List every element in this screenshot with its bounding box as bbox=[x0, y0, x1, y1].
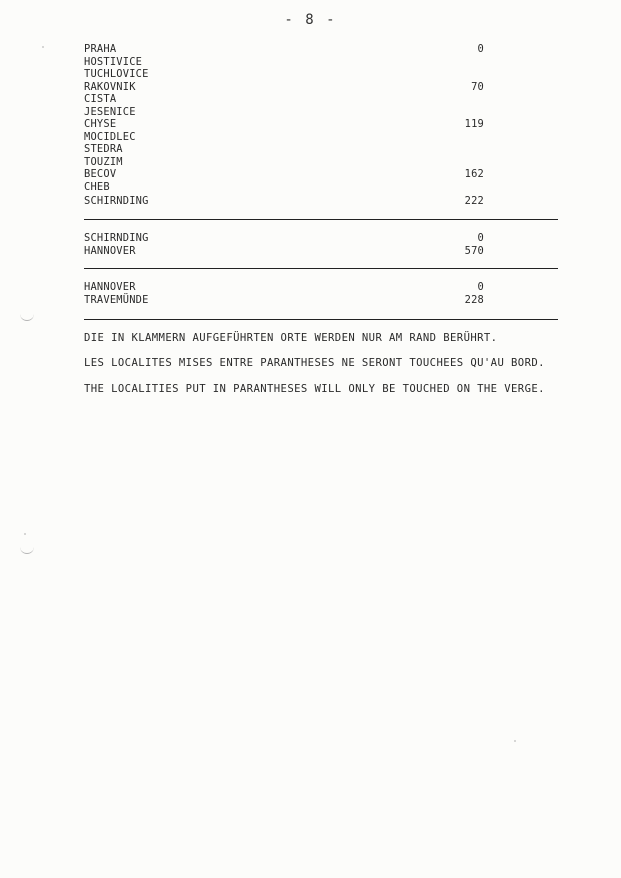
note-english: THE LOCALITIES PUT IN PARANTHESES WILL ONLY BE TOUCHED ON THE VERGE. bbox=[84, 383, 545, 395]
distance-value: 222 bbox=[464, 195, 484, 207]
route-row bbox=[84, 168, 484, 181]
route-row bbox=[84, 68, 484, 81]
route-row bbox=[84, 106, 484, 119]
route-row bbox=[84, 281, 484, 294]
distance-value: 119 bbox=[464, 118, 484, 130]
place-name: PRAHA bbox=[84, 43, 117, 55]
distance-value: 228 bbox=[464, 294, 484, 306]
place-name: TRAVEMÜNDE bbox=[84, 294, 149, 306]
place-name: SCHIRNDING bbox=[84, 195, 149, 207]
place-name: BECOV bbox=[84, 168, 117, 180]
distance-value: 570 bbox=[464, 245, 484, 257]
punch-hole-mark bbox=[20, 545, 34, 554]
section-divider bbox=[84, 268, 558, 269]
route-row bbox=[84, 245, 484, 258]
scan-speck bbox=[24, 533, 26, 535]
place-name: TUCHLOVICE bbox=[84, 68, 149, 80]
route-row bbox=[84, 294, 484, 307]
note-german: DIE IN KLAMMERN AUFGEFÜHRTEN ORTE WERDEN NUR AM RAND BERÜHRT. bbox=[84, 332, 498, 344]
place-name: HANNOVER bbox=[84, 245, 136, 257]
place-name: HANNOVER bbox=[84, 281, 136, 293]
place-name: CHYSE bbox=[84, 118, 117, 130]
route-row bbox=[84, 156, 484, 169]
distance-value: 0 bbox=[477, 43, 484, 55]
section-divider bbox=[84, 219, 558, 220]
route-row bbox=[84, 43, 484, 56]
place-name: HOSTIVICE bbox=[84, 55, 143, 68]
route-row bbox=[84, 56, 484, 69]
route-row bbox=[84, 143, 484, 156]
place-name: TOUZIM bbox=[84, 155, 123, 168]
place-name: JESENICE bbox=[84, 105, 136, 118]
place-name: MOCIDLEC bbox=[84, 130, 136, 143]
scan-speck bbox=[42, 46, 44, 48]
place-name: RAKOVNIK bbox=[84, 80, 136, 93]
note-french: LES LOCALITES MISES ENTRE PARANTHESES NE SERONT TOUCHEES QU'AU BORD. bbox=[84, 357, 545, 369]
place-name: CISTA bbox=[84, 93, 117, 105]
route-row bbox=[84, 81, 484, 94]
place-name: STEDRA bbox=[84, 143, 123, 155]
distance-value: 0 bbox=[477, 232, 484, 244]
page-number: - 8 - bbox=[284, 12, 337, 28]
scan-speck bbox=[514, 740, 516, 742]
route-row bbox=[84, 131, 484, 144]
place-name: CHEB bbox=[84, 180, 110, 193]
place-name: SCHIRNDING bbox=[84, 232, 149, 244]
route-row bbox=[84, 93, 484, 106]
route-row bbox=[84, 232, 484, 245]
distance-value: 0 bbox=[477, 281, 484, 293]
section-divider bbox=[84, 319, 558, 320]
distance-value: 70 bbox=[471, 80, 484, 93]
route-row bbox=[84, 195, 484, 208]
punch-hole-mark bbox=[20, 312, 34, 321]
route-row bbox=[84, 118, 484, 131]
distance-value: 162 bbox=[464, 168, 484, 180]
route-row bbox=[84, 181, 484, 194]
